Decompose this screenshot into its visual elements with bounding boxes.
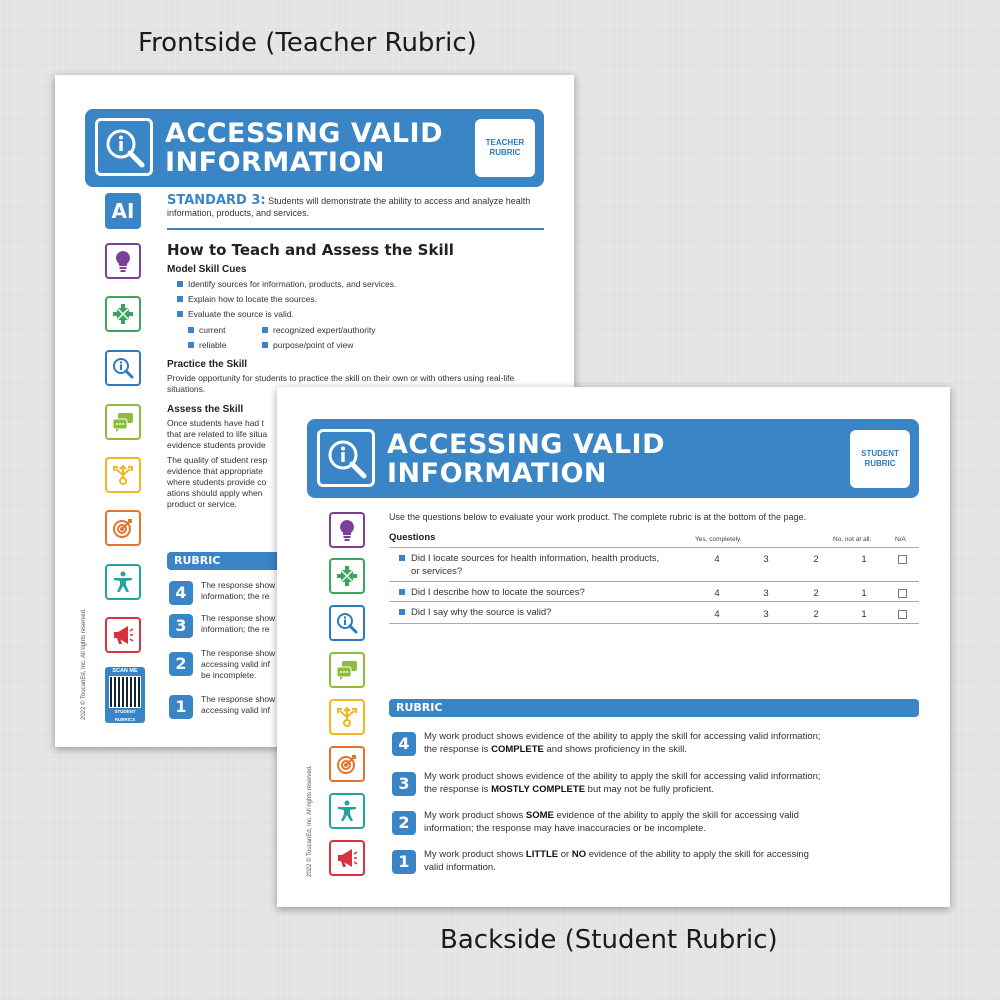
lightbulb-icon: [105, 243, 141, 279]
list-item: recognized expert/authority: [262, 325, 376, 335]
score-option[interactable]: 2: [813, 588, 819, 599]
score-1: 1: [169, 695, 193, 719]
lightbulb-icon: [329, 512, 365, 548]
list-item: Explain how to locate the sources.: [177, 294, 317, 304]
student-rubric-sheet: [277, 387, 950, 907]
score-option[interactable]: 4: [714, 554, 720, 565]
page-title: ACCESSING VALID INFORMATION: [387, 429, 665, 489]
title-banner: [307, 419, 919, 498]
title-banner: [85, 109, 544, 187]
rubric-text: My work product shows SOME evidence of the ability to apply the skill for accessing valid information; the response may have inaccuracies or be incomplete.: [424, 810, 799, 834]
intro-text: Use the questions below to evaluate your work product. The complete rubric is at the bottom of the page.: [389, 512, 807, 522]
magnifier-icon: [95, 118, 153, 176]
magnifier-icon: [317, 429, 375, 487]
list-item: purpose/point of view: [262, 340, 353, 350]
teacher-badge: TEACHER RUBRIC: [475, 119, 535, 177]
scale-high-label: Yes, completely.: [695, 536, 742, 543]
questions-heading: Questions: [389, 532, 436, 543]
arrows-in-icon: [329, 558, 365, 594]
back-caption: Backside (Student Rubric): [440, 925, 778, 955]
assess-text: Once students have had t that are related to life situa evidence students provide The quality of student resp evidence that appropriate where students provide co ations should apply when product or service.: [167, 418, 268, 509]
na-checkbox[interactable]: [898, 589, 907, 598]
rubric-bar: RUBRIC: [167, 552, 547, 570]
na-checkbox[interactable]: [898, 555, 907, 564]
score-4: 4: [169, 581, 193, 605]
score-option[interactable]: 3: [763, 609, 769, 620]
section-heading: How to Teach and Assess the Skill: [167, 241, 454, 259]
score-option[interactable]: 1: [861, 588, 867, 599]
score-2: 2: [392, 811, 416, 835]
target-icon: [105, 510, 141, 546]
page-title: ACCESSING VALID INFORMATION: [165, 118, 443, 178]
megaphone-icon: [329, 840, 365, 876]
list-item: Identify sources for information, products, and services.: [177, 279, 396, 289]
copyright: 2022 © ToucanEd, Inc. All rights reserved.: [307, 765, 313, 877]
chat-bubbles-icon: [329, 652, 365, 688]
question-2: Did I describe how to locate the sources?: [399, 586, 585, 599]
score-option[interactable]: 3: [763, 588, 769, 599]
row-divider: [389, 601, 919, 602]
question-3: Did I say why the source is valid?: [399, 606, 551, 619]
copyright: 2022 © ToucanEd, Inc. All rights reserved.: [81, 608, 87, 720]
practice-heading: Practice the Skill: [167, 359, 248, 370]
cues-heading: Model Skill Cues: [167, 264, 247, 275]
branch-arrows-icon: [329, 699, 365, 735]
qr-code[interactable]: SCAN ME STUDENT RUBRICS: [105, 667, 145, 723]
rubric-text: The response show accessing valid inf: [201, 694, 276, 715]
list-item: Evaluate the source is valid.: [177, 309, 294, 319]
score-option[interactable]: 1: [861, 609, 867, 620]
figure-icon: [329, 793, 365, 829]
rubric-text: My work product shows evidence of the ability to apply the skill for accessing valid information; the response is COMPLETE and shows proficiency in the skill.: [424, 731, 821, 755]
front-caption: Frontside (Teacher Rubric): [138, 28, 477, 58]
list-item: current: [188, 325, 225, 335]
rubric-text: My work product shows evidence of the ability to apply the skill for accessing valid information; the response is MOSTLY COMPLETE but may not be fully proficient.: [424, 771, 821, 795]
divider: [167, 228, 544, 230]
score-option[interactable]: 4: [714, 609, 720, 620]
figure-icon: [105, 564, 141, 600]
list-item: reliable: [188, 340, 226, 350]
question-1: Did I locate sources for health information, health products, or services?: [399, 552, 659, 578]
rubric-bar: RUBRIC: [389, 699, 919, 717]
scale-low-label: No, not at all.: [833, 536, 872, 543]
score-option[interactable]: 3: [763, 554, 769, 565]
score-3: 3: [392, 772, 416, 796]
megaphone-icon: [105, 617, 141, 653]
row-divider: [389, 547, 919, 548]
scale-na-label: N/A: [895, 536, 906, 543]
chat-bubbles-icon: [105, 404, 141, 440]
score-3: 3: [169, 614, 193, 638]
rubric-text: The response show information; the re: [201, 613, 276, 634]
practice-text: Provide opportunity for students to practice the skill on their own or with others using real-life situations.: [167, 373, 515, 394]
score-1: 1: [392, 850, 416, 874]
rubric-text: The response show accessing valid inf be incomplete.: [201, 648, 276, 680]
arrows-in-icon: [105, 296, 141, 332]
standard-text: STANDARD 3: Students will demonstrate the ability to access and analyze health information, products, and services.: [167, 193, 531, 218]
ai-icon: AI: [105, 193, 141, 229]
assess-heading: Assess the Skill: [167, 404, 244, 415]
score-2: 2: [169, 652, 193, 676]
rubric-text: My work product shows LITTLE or NO evidence of the ability to apply the skill for accessing valid information.: [424, 849, 809, 873]
student-badge: STUDENT RUBRIC: [850, 430, 910, 488]
row-divider: [389, 623, 919, 624]
na-checkbox[interactable]: [898, 610, 907, 619]
row-divider: [389, 581, 919, 582]
score-option[interactable]: 4: [714, 588, 720, 599]
score-option[interactable]: 2: [813, 609, 819, 620]
magnifier-icon: [105, 350, 141, 386]
target-icon: [329, 746, 365, 782]
score-option[interactable]: 1: [861, 554, 867, 565]
branch-arrows-icon: [105, 457, 141, 493]
score-option[interactable]: 2: [813, 554, 819, 565]
score-4: 4: [392, 732, 416, 756]
rubric-text: The response show information; the re: [201, 580, 276, 601]
magnifier-icon: [329, 605, 365, 641]
